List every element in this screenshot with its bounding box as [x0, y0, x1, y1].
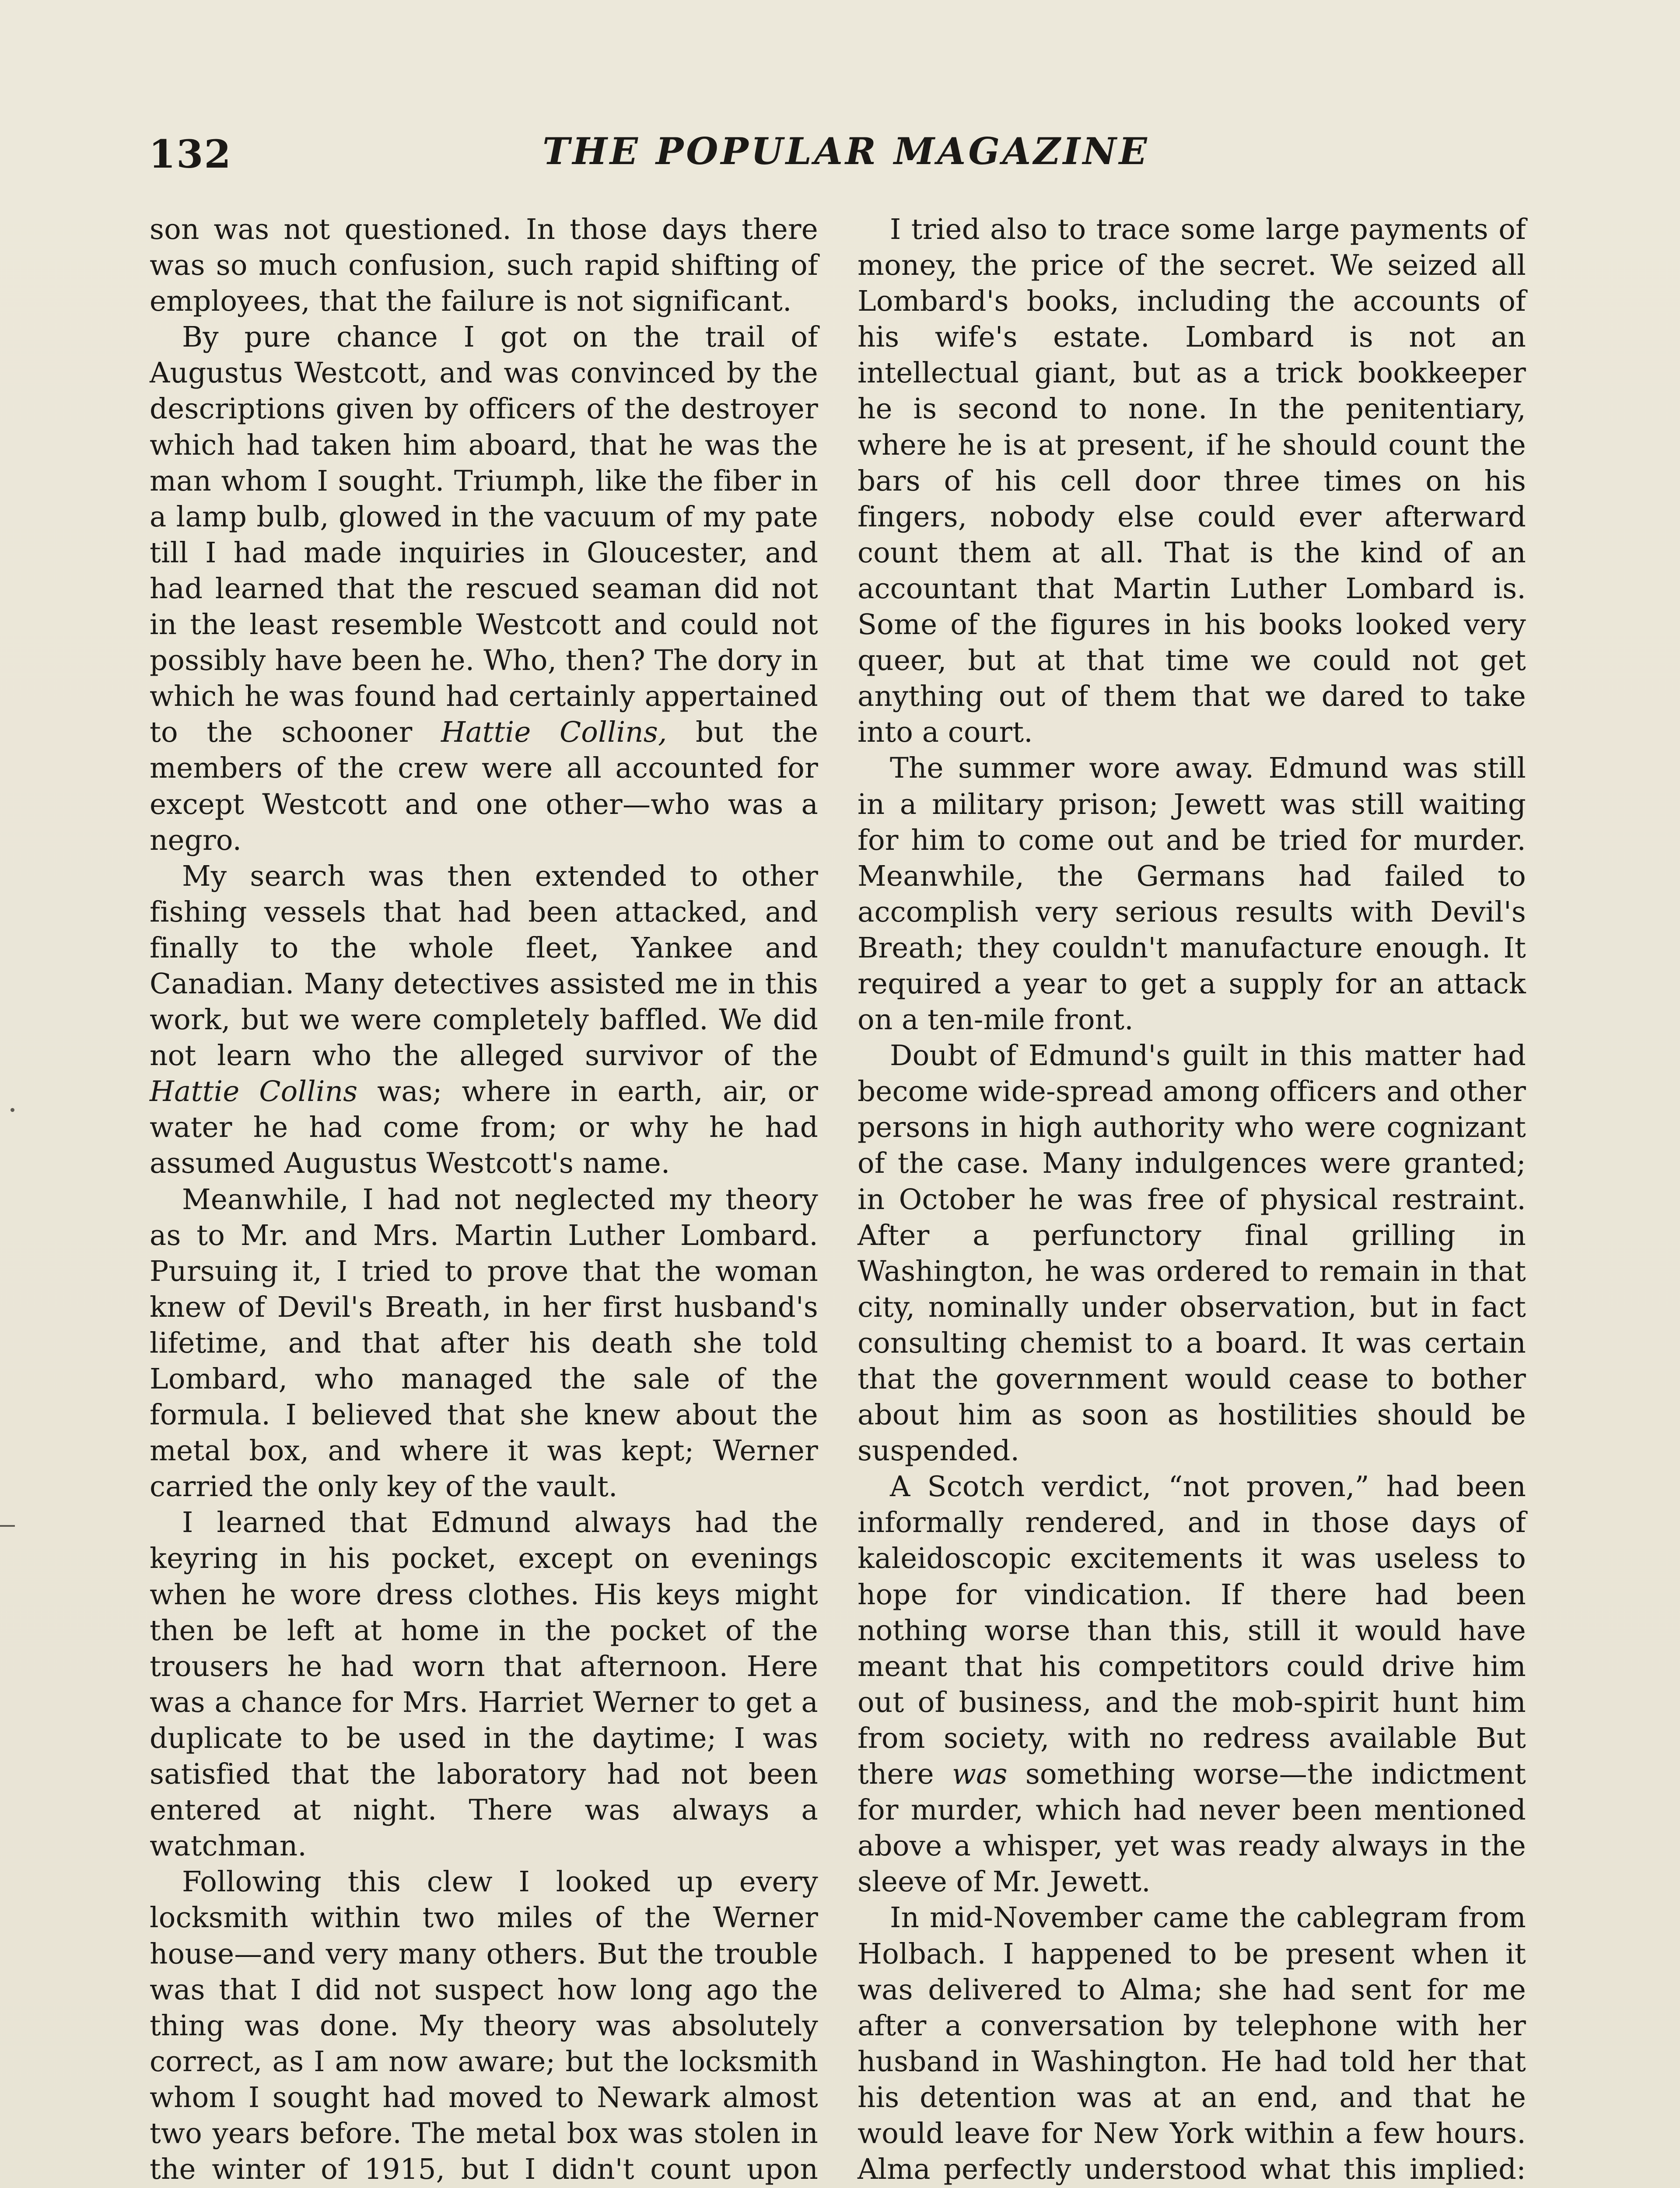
page-number: 132 [149, 131, 232, 177]
right-text-column [858, 212, 1526, 2188]
text-run: My search was then extended to other fishing vessels that had been attacked, and finally to the whole fleet, Yankee and Canadian. Many detectives assisted me in this work, but we were completely baffled. We did not learn who the alleged survivor of the [150, 859, 818, 1073]
italic-text: was [952, 1758, 1008, 1791]
text-run: Doubt of Edmund's guilt in this matter had become wide-spread among officers and other persons in high authority who were cognizant of the case. Many indulgences were granted; in October he was free of physical restraint. After a perfunctory final grilling in Washington, he was ordered to remain in that city, nominally under observation, but in fact consulting chemist to a board. It was certain that the government would cease to bother about him as soon as hostilities should be suspended. [858, 1039, 1526, 1468]
text-run: I tried also to trace some large payments of money, the price of the secret. We seized all Lombard's books, including the accounts of his wife's estate. Lombard is not an intellectual giant, but as a trick bookkeeper he is second to none. In the penitentiary, where he is at present, if he should count the bars of his cell door three times on his fingers, nobody else could ever afterward count them at all. That is the kind of an accountant that Martin Luther Lombard is. Some of the figures in his books looked very queer, but at that time we could not get anything out of them that we dared to take into a court. [858, 213, 1526, 749]
paragraph [150, 1505, 818, 1864]
text-run: was; where in earth, air, or water he had come from; or why he had assumed Augustus Westcott's name. [150, 1075, 818, 1180]
text-run: I learned that Edmund always had the keyring in his pocket, except on evenings when he wore dress clothes. His keys might then be left at home in the pocket of the trousers he had worn that afternoon. Here was a chance for Mrs. Harriet Werner to get a duplicate to be used in the daytime; I was satisfied that the laboratory had not been entered at night. There was always a watchman. [150, 1506, 818, 1863]
paragraph [150, 1182, 818, 1505]
paragraph [858, 750, 1526, 1038]
paragraph [858, 1469, 1526, 1900]
paragraph [858, 212, 1526, 750]
paragraph [858, 1038, 1526, 1469]
text-run: The summer wore away. Edmund was still in a military prison; Jewett was still waiting for him to come out and be tried for murder. Meanwhile, the Germans had failed to accomplish very serious results with Devil's Breath; they couldn't manufacture enough. It required a year to get a supply for an attack on a ten-mile front. [858, 752, 1526, 1037]
text-run: In mid-November came the cablegram from Holbach. I happened to be present when it was delivered to Alma; she had sent for me after a conversation by telephone with her husband in Washington. He had told her that his detention was at an end, and that he would leave for New York within a few hours. Alma perfectly understood what this implied: [858, 1901, 1526, 2186]
text-run: Following this clew I looked up every locksmith within two miles of the Werner house—and very many others. But the trouble was that I did not suspect how long ago the thing was done. My theory was absolutely correct, as I am now aware; but the locksmith whom I sought had moved to Newark almost two years before. The metal box was stolen in the winter of 1915, but I didn't count upon [150, 1865, 818, 2186]
text-run: something worse—the indictment for murder, which had never been mentioned above a whisper, yet was ready always in the sleeve of Mr. Jewett. [858, 1758, 1526, 1899]
left-text-column [150, 212, 818, 2188]
paragraph [150, 319, 818, 858]
paragraph [150, 859, 818, 1182]
running-head: THE POPULAR MAGAZINE [542, 130, 1150, 173]
paragraph [150, 1864, 818, 2188]
paragraph [858, 1900, 1526, 2188]
italic-text: Hattie Collins, [441, 716, 667, 749]
text-run: By pure chance I got on the trail of Augustus Westcott, and was convinced by the descriptions given by officers of the destroyer which had taken him aboard, that he was the man whom I sought. Triumph, like the fiber in a lamp bulb, glowed in the vacuum of my pate till I had made inquiries in Gloucester, and had learned that the rescued seaman did not in the least resemble Westcott and could not possibly have been he. Who, then? The dory in which he was found had certainly appertained to the schooner [150, 321, 818, 749]
text-run: son was not questioned. In those days there was so much confusion, such rapid shifting of employees, that the failure is not significant. [150, 213, 818, 318]
text-run: A Scotch verdict, “not proven,” had been informally rendered, and in those days of kaleidoscopic excitements it was useless to hope for vindication. If there had been nothing worse than this, still it would have meant that his competitors could drive him out of business, and the mob-spirit hunt him from society, with no redress available But there [858, 1470, 1526, 1791]
paragraph [150, 212, 818, 319]
text-run: but the members of the crew were all accounted for except Westcott and one other—who was a negro. [150, 716, 818, 857]
italic-text: Hattie Collins [150, 1075, 358, 1108]
margin-dash [0, 1525, 15, 1527]
text-run: Meanwhile, I had not neglected my theory as to Mr. and Mrs. Martin Luther Lombard. Pursuing it, I tried to prove that the woman knew of Devil's Breath, in her first husband's lifetime, and that after his death she told Lombard, who managed the sale of the formula. I believed that she knew about the metal box, and where it was kept; Werner carried the only key of the vault. [150, 1183, 818, 1504]
margin-speck [10, 1108, 14, 1112]
